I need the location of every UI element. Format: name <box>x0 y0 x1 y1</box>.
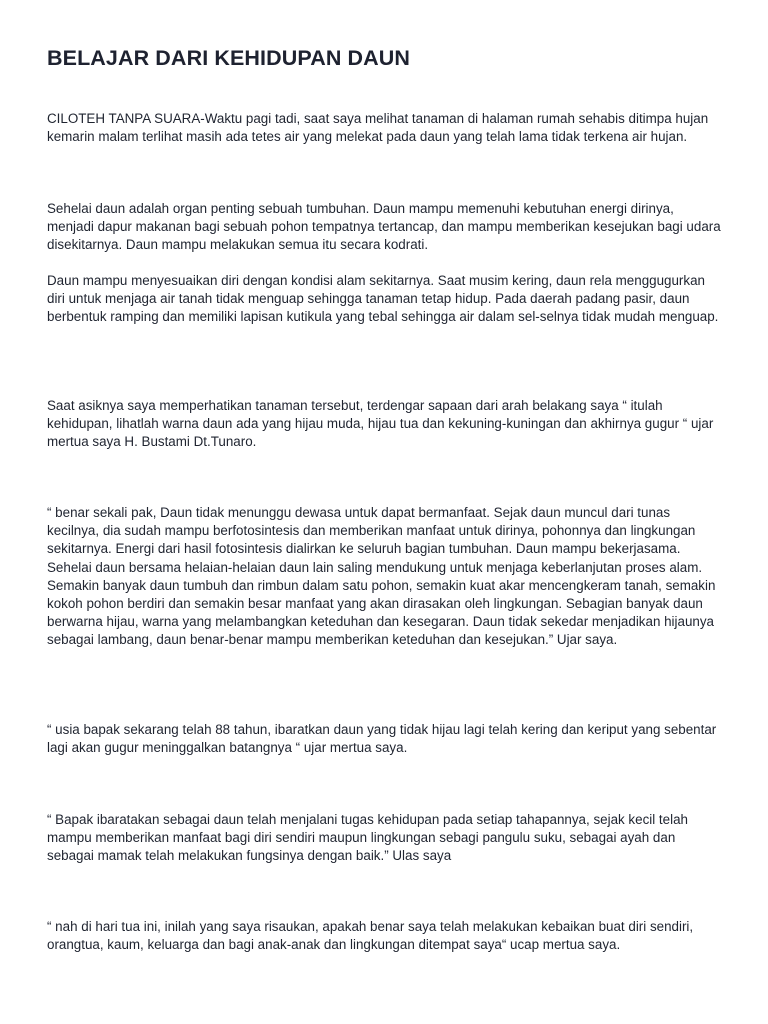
article-paragraph-6: “ usia bapak sekarang telah 88 tahun, ibaratkan daun yang tidak hijau lagi telah kering dan keriput yang sebentar lagi akan gugur meninggalkan batangnya “ ujar mertua saya. <box>47 722 717 756</box>
article-paragraph-2: Sehelai daun adalah organ penting sebuah tumbuhan. Daun mampu memenuhi kebutuhan energi dirinya, menjadi dapur makanan bagi sebuah pohon tempatnya tertancap, dan mampu memberikan kesejukan bagi udara disekitarnya. Daun mampu melakukan semua itu secara kodrati. <box>47 201 721 253</box>
article-paragraph-4: Saat asiknya saya memperhatikan tanaman tersebut, terdengar sapaan dari arah belakang saya “ itulah kehidupan, lihatlah warna daun ada yang hijau muda, hijau tua dan kekuning-kuningan dan akhirnya gugur “ ujar mertua saya H. Bustami Dt.Tunaro. <box>47 398 714 450</box>
article-paragraph-1: CILOTEH TANPA SUARA-Waktu pagi tadi, saat saya melihat tanaman di halaman rumah sehabis ditimpa hujan kemarin malam terlihat masih ada tetes air yang melekat pada daun yang telah lama tidak terkena air hujan. <box>47 111 709 145</box>
article-paragraph-8: “ nah di hari tua ini, inilah yang saya risaukan, apakah benar saya telah melakukan kebaikan buat diri sendiri, orangtua, kaum, keluarga dan bagi anak-anak dan lingkungan ditempat saya“ ucap mertua saya. <box>47 919 694 953</box>
article-paragraph-5: “ benar sekali pak, Daun tidak menunggu dewasa untuk dapat bermanfaat. Sejak daun muncul dari tunas kecilnya, dia sudah mampu berfotosintesis dan memberikan manfaat untuk dirinya, pohonnya dan lingkungan sekitarnya. Energi dari hasil fotosintesis dialirkan ke seluruh bagian tumbuhan. Daun mampu bekerjasama. Sehelai daun bersama helaian-helaian daun lain saling mendukung untuk menjaga keberlanjutan proses alam. Semakin banyak daun tumbuh dan rimbun dalam satu pohon, semakin kuat akar mencengkeram tanah, semakin kokoh pohon berdiri dan semakin besar manfaat yang akan dirasakan oleh lingkungan. Sebagian banyak daun berwarna hijau, warna yang melambangkan keteduhan dan kesegaran. Daun tidak sekedar menjadikan hijaunya sebagai lambang, daun benar-benar mampu memberikan keteduhan dan kesejukan.” Ujar saya. <box>47 505 716 648</box>
article-paragraph-3: Daun mampu menyesuaikan diri dengan kondisi alam sekitarnya. Saat musim kering, daun rela menggugurkan diri untuk menjaga air tanah tidak menguap sehingga tanaman tetap hidup. Pada daerah padang pasir, daun berbentuk ramping dan memiliki lapisan kutikula yang tebal sehingga air dalam sel-selnya tidak mudah menguap. <box>47 273 719 325</box>
article-paragraph-7: “ Bapak ibaratakan sebagai daun telah menjalani tugas kehidupan pada setiap tahapannya, sejak kecil telah mampu memberikan manfaat bagi diri sendiri maupun lingkungan sebagi pangulu suku, sebagai ayah dan sebagai mamak telah melakukan fungsinya dengan baik.” Ulas saya <box>47 812 688 864</box>
article-title: BELAJAR DARI KEHIDUPAN DAUN <box>47 46 411 70</box>
